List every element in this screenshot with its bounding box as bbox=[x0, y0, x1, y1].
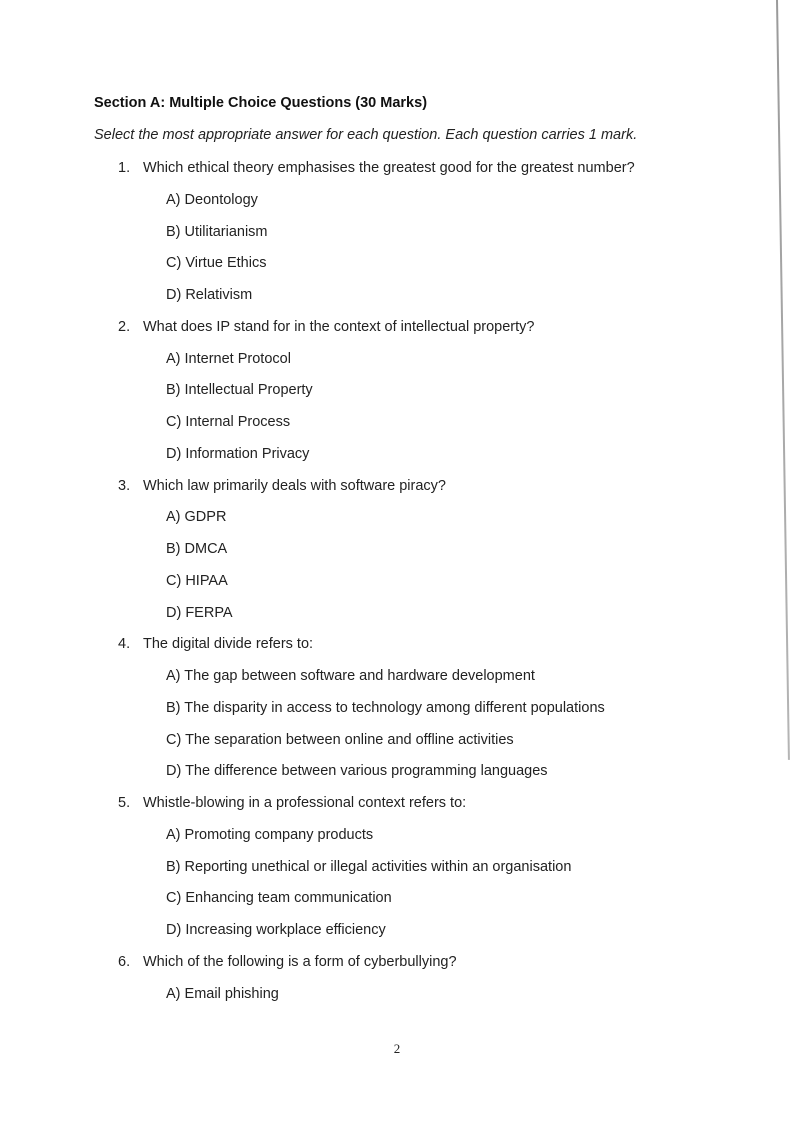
question-item bbox=[0, 477, 794, 509]
answer-option-text: B) Utilitarianism bbox=[166, 223, 268, 240]
answer-option-text: B) Intellectual Property bbox=[166, 382, 313, 399]
answer-option bbox=[0, 254, 794, 286]
answer-option bbox=[0, 667, 794, 699]
answer-option-text: C) HIPAA bbox=[166, 572, 228, 589]
question-text: What does IP stand for in the context of intellectual property? bbox=[143, 318, 535, 335]
page-number: 2 bbox=[393, 1041, 401, 1056]
answer-option bbox=[0, 762, 794, 794]
answer-option bbox=[0, 889, 794, 921]
answer-option-text: B) The disparity in access to technology among different populations bbox=[166, 699, 605, 716]
question-number: 3. bbox=[118, 477, 131, 494]
section-instructions: Select the most appropriate answer for each question. Each question carries 1 mark. bbox=[94, 127, 638, 143]
answer-option-text: A) The gap between software and hardware development bbox=[166, 668, 535, 684]
answer-option bbox=[0, 921, 794, 953]
answer-option bbox=[0, 572, 794, 604]
question-text: Which of the following is a form of cyberbullying? bbox=[143, 953, 457, 970]
answer-option bbox=[0, 604, 794, 636]
answer-option-text: D) FERPA bbox=[166, 604, 233, 621]
question-number: 6. bbox=[118, 953, 131, 970]
question-number: 1. bbox=[118, 160, 131, 176]
question-text: Whistle-blowing in a professional context refers to: bbox=[143, 795, 467, 811]
answer-option-text: D) Increasing workplace efficiency bbox=[166, 922, 386, 938]
answer-option bbox=[0, 191, 794, 223]
answer-option-text: A) Promoting company products bbox=[166, 826, 374, 843]
answer-option bbox=[0, 985, 794, 1017]
answer-option bbox=[0, 858, 794, 890]
answer-option-text: A) Deontology bbox=[166, 191, 258, 208]
answer-option-text: C) Virtue Ethics bbox=[166, 255, 267, 272]
answer-option-text: C) Enhancing team communication bbox=[166, 890, 392, 907]
answer-option-text: D) Information Privacy bbox=[166, 445, 310, 462]
answer-option bbox=[0, 286, 794, 318]
answer-option bbox=[0, 350, 794, 382]
question-list bbox=[0, 159, 794, 1016]
answer-option-text: A) Email phishing bbox=[166, 985, 279, 1002]
answer-option bbox=[0, 699, 794, 731]
answer-option-text: A) GDPR bbox=[166, 509, 227, 526]
section-title: Section A: Multiple Choice Questions (30 Marks) bbox=[94, 95, 428, 111]
answer-option-text: C) The separation between online and offline activities bbox=[166, 731, 514, 748]
question-item bbox=[0, 635, 794, 667]
answer-option bbox=[0, 508, 794, 540]
question-item bbox=[0, 953, 794, 985]
answer-option-text: B) DMCA bbox=[166, 541, 228, 557]
question-number: 5. bbox=[118, 795, 131, 811]
question-number: 2. bbox=[118, 318, 131, 335]
question-item bbox=[0, 159, 794, 191]
answer-option bbox=[0, 445, 794, 477]
question-item bbox=[0, 794, 794, 826]
answer-option-text: B) Reporting unethical or illegal activities within an organisation bbox=[166, 858, 572, 875]
question-text: Which ethical theory emphasises the greatest good for the greatest number? bbox=[143, 160, 635, 176]
question-text: The digital divide refers to: bbox=[143, 636, 314, 653]
answer-option bbox=[0, 413, 794, 445]
question-number: 4. bbox=[118, 636, 131, 653]
answer-option-text: D) The difference between various programming languages bbox=[166, 763, 548, 780]
answer-option-text: A) Internet Protocol bbox=[166, 350, 291, 367]
answer-option bbox=[0, 731, 794, 763]
answer-option bbox=[0, 381, 794, 413]
answer-option-text: C) Internal Process bbox=[166, 414, 291, 430]
answer-option bbox=[0, 826, 794, 858]
answer-option-text: D) Relativism bbox=[166, 287, 253, 303]
question-item bbox=[0, 318, 794, 350]
answer-option bbox=[0, 223, 794, 255]
question-text: Which law primarily deals with software piracy? bbox=[143, 477, 446, 494]
answer-option bbox=[0, 540, 794, 572]
